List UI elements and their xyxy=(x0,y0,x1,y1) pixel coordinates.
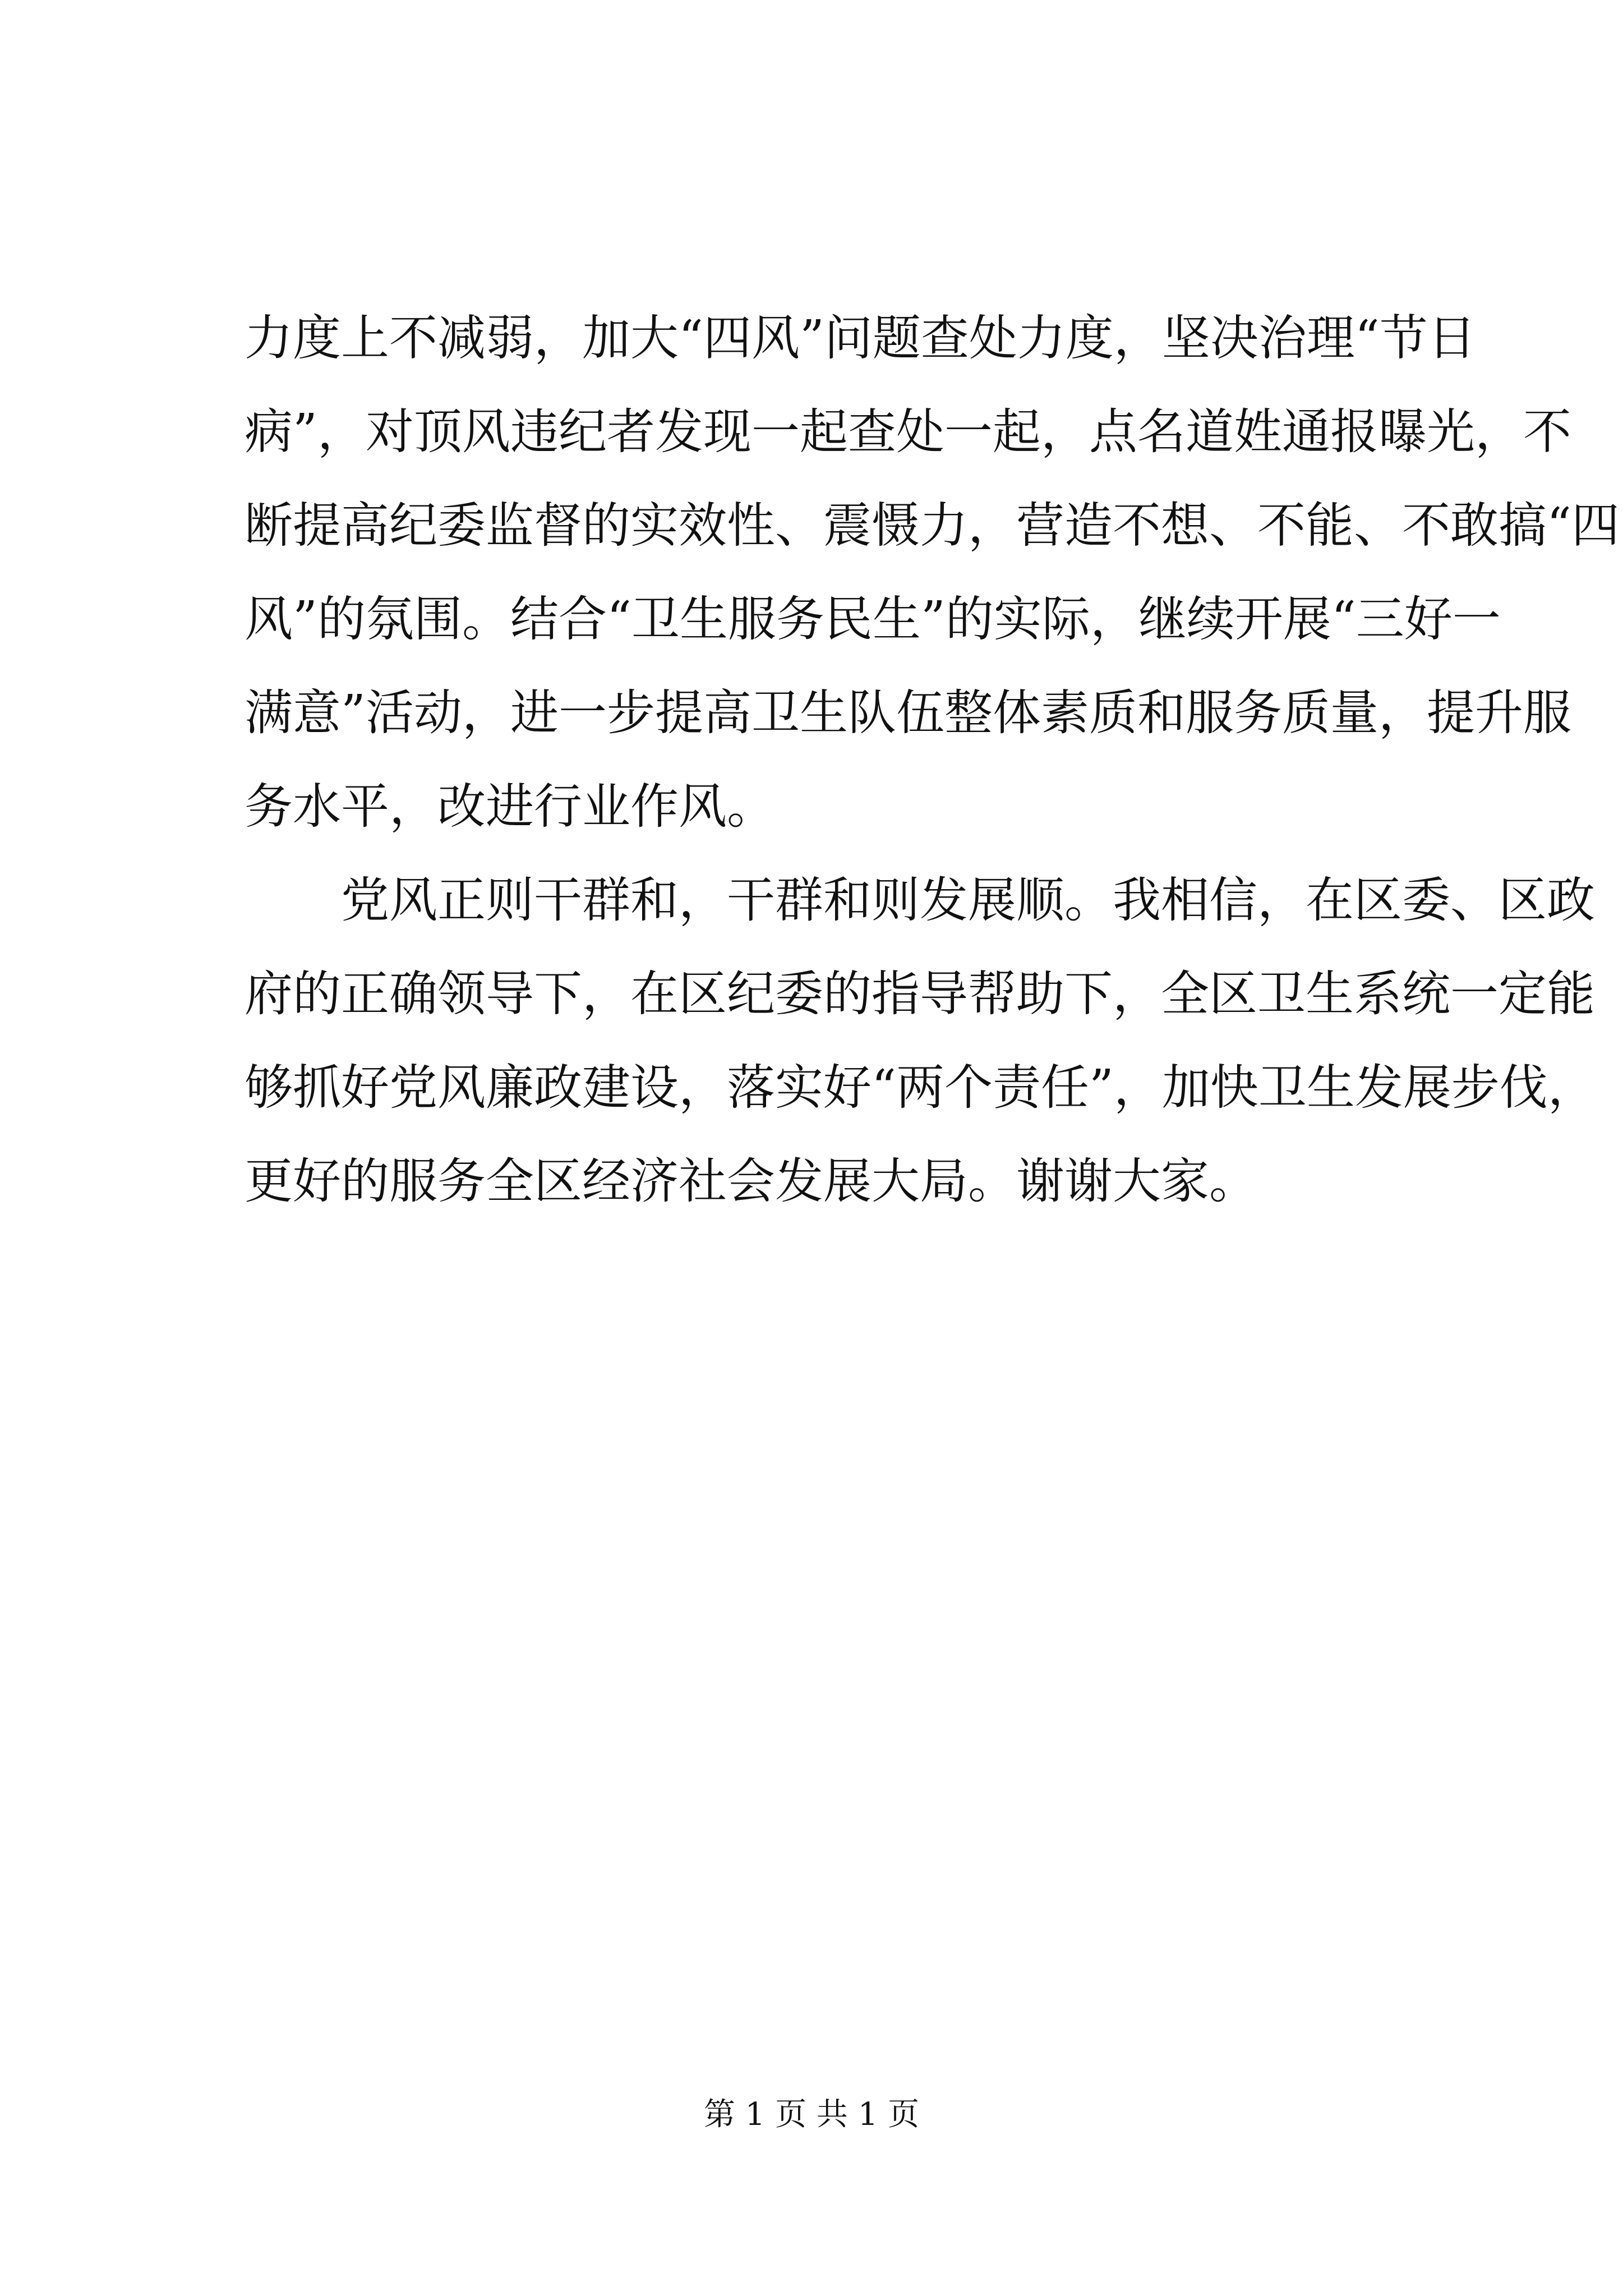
paragraph-line: 断提高纪委监督的实效性、震慑力，营造不想、不能、不敢搞“四 xyxy=(245,498,1620,554)
paragraph-line: 风”的氛围。结合“卫生服务民生”的实际，继续开展“三好一 xyxy=(245,591,1501,647)
paragraph-line: 务水平，改进行业作风。 xyxy=(245,779,775,835)
paragraph-line: 够抓好党风廉政建设，落实好“两个责任”，加快卫生发展步伐， xyxy=(245,1060,1596,1116)
paragraph-line: 更好的服务全区经济社会发展大局。谢谢大家。 xyxy=(245,1153,1257,1209)
paragraph-line: 党风正则干群和，干群和则发展顺。我相信，在区委、区政 xyxy=(341,872,1595,928)
page-footer: 第 1 页 共 1 页 xyxy=(703,2096,920,2133)
paragraph-line: 府的正确领导下，在区纪委的指导帮助下，全区卫生系统一定能 xyxy=(245,966,1595,1022)
paragraph-line: 满意”活动，进一步提高卫生队伍整体素质和服务质量，提升服 xyxy=(245,685,1571,741)
paragraph-1 xyxy=(245,292,1620,854)
paragraph-line: 病”，对顶风违纪者发现一起查处一起，点名道姓通报曝光，不 xyxy=(245,404,1571,460)
document-body xyxy=(245,292,1620,1228)
paragraph-2 xyxy=(245,854,1596,1228)
paragraph-line: 力度上不减弱，加大“四风”问题查处力度，坚决治理“节日 xyxy=(245,310,1476,366)
